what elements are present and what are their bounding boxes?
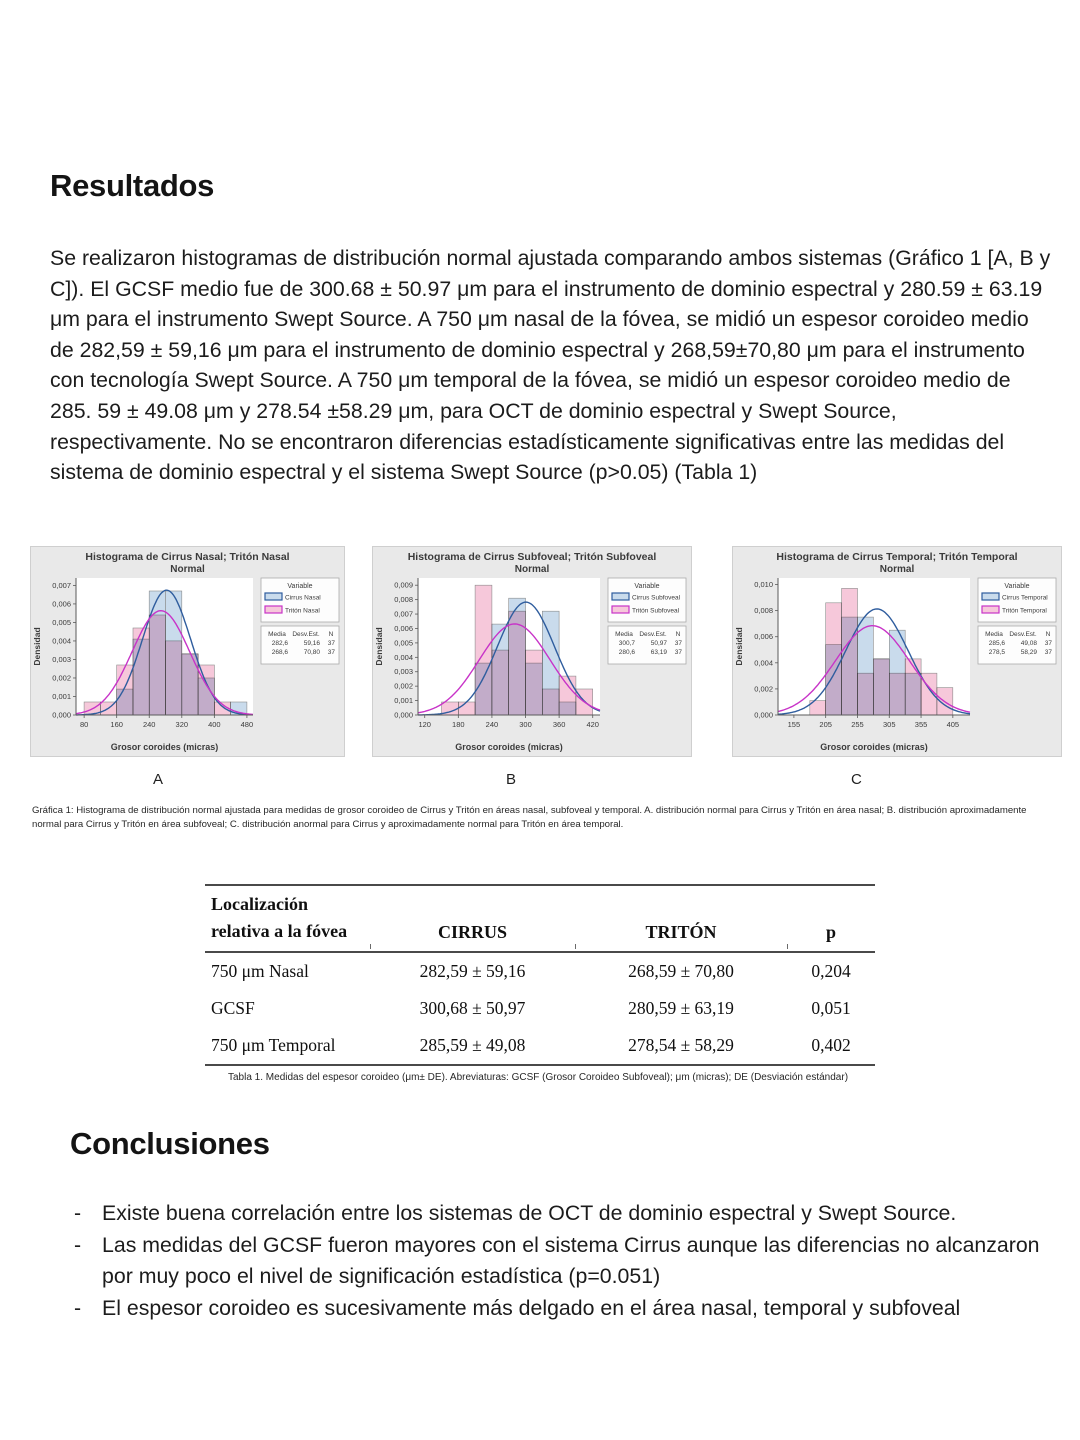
svg-text:240: 240 xyxy=(485,720,499,729)
svg-text:Cirrus Nasal: Cirrus Nasal xyxy=(285,594,321,602)
y-axis-label: Densidad xyxy=(374,627,384,666)
results-table xyxy=(205,884,875,1066)
figure-caption: Gráfica 1: Histograma de distribución normal ajustada para medidas de grosor coroideo de Cirrus y Tritón en áreas nasal, subfoveal y temporal. A. distribución normal para Cirrus y Tritón en área nasal; B. distribución aproximadamente normal para Cirrus y Tritón en área subfoveal; C. distribución anormal para Cirrus y aproximadamente normal para Tritón en área temporal. xyxy=(32,805,1027,830)
svg-text:50,97: 50,97 xyxy=(650,640,667,647)
x-axis-label: Grosor coroides (micras) xyxy=(820,742,928,752)
table-cell: 0,402 xyxy=(811,1035,851,1055)
svg-text:0,002: 0,002 xyxy=(754,684,773,694)
svg-text:0,007: 0,007 xyxy=(394,609,413,619)
chart-subtitle: Normal xyxy=(879,564,915,575)
svg-text:37: 37 xyxy=(674,640,682,647)
svg-text:0,005: 0,005 xyxy=(52,617,71,627)
table-header-location-line2: relativa a la fóvea xyxy=(211,921,348,941)
table-cell: 0,051 xyxy=(811,998,851,1018)
svg-text:Desv.Est.: Desv.Est. xyxy=(292,631,320,638)
svg-text:360: 360 xyxy=(552,720,566,729)
histogram-chart-temporal xyxy=(732,546,1062,757)
histogram-chart-subfoveal xyxy=(372,546,692,757)
table-cell: GCSF xyxy=(211,998,255,1018)
svg-text:Media: Media xyxy=(985,631,1003,638)
table-cell: 278,54 ± 58,29 xyxy=(628,1035,734,1055)
svg-text:0,009: 0,009 xyxy=(394,580,413,590)
conclusion-item: - Las medidas del GCSF fueron mayores con el sistema Cirrus aunque las diferencias no alcanzaron por muy poco el nivel de significación estadística (p=0.051) xyxy=(72,1230,1040,1293)
conclusions-heading: Conclusiones xyxy=(70,1126,270,1161)
results-paragraph: Se realizaron histogramas de distribución normal ajustada comparando ambos sistemas (Gráfico 1 [A, B y C]). El GCSF medio fue de 300.68 ± 50.97 μm para el instrumento de dominio espectral y 280.59 ± 63.19 μm para el instrumento Swept Source. A 750 μm nasal de la fóvea, se midió un espesor coroideo medio de 282,59 ± 59,16 μm para el instrumento de dominio espectral y 268,59±70,80 μm para el instrumento con tecnología Swept Source. A 750 μm temporal de la fóvea, se midió un espesor coroideo medio de 285. 59 ± 49.08 μm y 278.54 ±58.29 μm, para OCT de dominio espectral y Swept Source, respectivamente. No se encontraron diferencias estadísticamente significativas entre las medidas del sistema de dominio espectral y el sistema Swept Source (p>0.05) (Tabla 1) xyxy=(50,246,1051,485)
x-axis-label: Grosor coroides (micras) xyxy=(110,742,219,752)
svg-text:Variable: Variable xyxy=(634,583,660,590)
figure-label-b: B xyxy=(506,771,517,788)
conclusion-item: - Existe buena correlación entre los sistemas de OCT de dominio espectral y Swept Source. xyxy=(72,1198,1040,1230)
table-row xyxy=(205,990,875,1027)
svg-text:282,6: 282,6 xyxy=(271,640,288,647)
svg-text:300: 300 xyxy=(519,720,532,729)
table-cell: 300,68 ± 50,97 xyxy=(419,998,526,1018)
chart-svg xyxy=(372,546,692,757)
svg-text:58,29: 58,29 xyxy=(1020,649,1037,656)
chart-svg xyxy=(732,546,1062,757)
svg-text:Variable: Variable xyxy=(287,583,313,590)
chart-title: Histograma de Cirrus Nasal; Tritón Nasal xyxy=(85,551,290,563)
svg-text:205: 205 xyxy=(819,720,832,729)
svg-text:240: 240 xyxy=(142,720,156,729)
conclusion-item: - El espesor coroideo es sucesivamente más delgado en el área nasal, temporal y subfoveal xyxy=(72,1293,1040,1325)
svg-text:Media: Media xyxy=(615,631,633,638)
svg-text:0,004: 0,004 xyxy=(394,652,413,662)
svg-text:0,006: 0,006 xyxy=(52,599,71,609)
svg-text:Variable: Variable xyxy=(1004,583,1030,590)
svg-text:180: 180 xyxy=(452,720,465,729)
svg-text:285,6: 285,6 xyxy=(988,640,1005,647)
svg-text:49,08: 49,08 xyxy=(1020,640,1037,647)
svg-text:Desv.Est.: Desv.Est. xyxy=(1009,631,1037,638)
svg-text:0,006: 0,006 xyxy=(394,623,413,633)
svg-text:0,004: 0,004 xyxy=(754,658,773,668)
table-header-triton: TRITÓN xyxy=(645,922,717,942)
chart-subtitle: Normal xyxy=(170,564,205,575)
table-header-cirrus: CIRRUS xyxy=(437,922,507,942)
table-column-divider-tick xyxy=(370,944,371,949)
svg-text:280,6: 280,6 xyxy=(618,649,635,656)
svg-text:Tritón Nasal: Tritón Nasal xyxy=(285,607,320,615)
svg-text:80: 80 xyxy=(79,720,89,729)
svg-text:0,000: 0,000 xyxy=(754,710,773,720)
svg-text:Tritón Subfoveal: Tritón Subfoveal xyxy=(632,607,680,615)
svg-text:0,008: 0,008 xyxy=(754,606,773,616)
table-column-divider-tick xyxy=(787,944,788,949)
svg-text:0,002: 0,002 xyxy=(394,681,413,691)
svg-text:305: 305 xyxy=(883,720,896,729)
table-cell: 285,59 ± 49,08 xyxy=(419,1035,526,1055)
svg-text:0,003: 0,003 xyxy=(52,654,71,664)
svg-text:155: 155 xyxy=(787,720,801,729)
x-axis-label: Grosor coroides (micras) xyxy=(455,742,563,752)
svg-text:N: N xyxy=(1045,631,1051,638)
svg-text:320: 320 xyxy=(175,720,189,729)
table-cell: 750 μm Nasal xyxy=(211,961,309,981)
table-header-row xyxy=(205,886,875,953)
svg-text:0,001: 0,001 xyxy=(394,696,413,706)
table-header-location xyxy=(205,891,370,945)
svg-text:0,000: 0,000 xyxy=(52,710,71,720)
svg-text:0,001: 0,001 xyxy=(52,691,71,701)
svg-text:120: 120 xyxy=(418,720,431,729)
chart-legend xyxy=(978,578,1056,664)
svg-text:37: 37 xyxy=(674,649,682,656)
table-cell: 0,204 xyxy=(811,961,851,981)
svg-text:37: 37 xyxy=(327,640,335,647)
svg-text:Media: Media xyxy=(268,631,286,638)
histogram-chart-nasal xyxy=(30,546,345,757)
chart-legend xyxy=(608,578,686,664)
svg-text:59,16: 59,16 xyxy=(303,640,320,647)
svg-text:N: N xyxy=(675,631,681,638)
svg-text:37: 37 xyxy=(1044,640,1052,647)
chart-svg xyxy=(30,546,345,757)
svg-text:0,003: 0,003 xyxy=(394,667,413,677)
svg-text:278,5: 278,5 xyxy=(988,649,1005,656)
svg-text:0,000: 0,000 xyxy=(394,710,413,720)
table-caption: Tabla 1. Medidas del espesor coroideo (μm± DE). Abreviaturas: GCSF (Grosor Coroideo Subfoveal); μm (micras); DE (Desviación estándar) xyxy=(228,1072,849,1083)
chart-legend xyxy=(261,578,339,664)
table-cell: 282,59 ± 59,16 xyxy=(419,961,526,981)
svg-text:0,010: 0,010 xyxy=(754,580,773,590)
svg-text:355: 355 xyxy=(914,720,928,729)
svg-text:0,008: 0,008 xyxy=(394,595,413,605)
svg-text:405: 405 xyxy=(946,720,960,729)
svg-text:0,005: 0,005 xyxy=(394,638,413,648)
table-header-p: p xyxy=(825,922,836,942)
svg-text:N: N xyxy=(328,631,334,638)
table-header-location-line1: Localización xyxy=(211,894,308,914)
svg-text:0,002: 0,002 xyxy=(52,673,71,683)
table-row xyxy=(205,953,875,990)
y-axis-label: Densidad xyxy=(734,627,744,666)
svg-text:Desv.Est.: Desv.Est. xyxy=(639,631,667,638)
table-cell: 280,59 ± 63,19 xyxy=(628,998,734,1018)
svg-text:255: 255 xyxy=(851,720,864,729)
table-body xyxy=(205,953,875,1064)
svg-text:Cirrus Subfoveal: Cirrus Subfoveal xyxy=(632,594,681,602)
svg-text:160: 160 xyxy=(110,720,123,729)
svg-text:268,6: 268,6 xyxy=(271,649,288,656)
table-column-divider-tick xyxy=(575,944,576,949)
svg-text:37: 37 xyxy=(1044,649,1052,656)
svg-text:63,19: 63,19 xyxy=(650,649,667,656)
chart-subtitle: Normal xyxy=(514,564,550,575)
svg-text:0,004: 0,004 xyxy=(52,636,71,646)
figure-label-a: A xyxy=(153,771,164,788)
table-cell: 268,59 ± 70,80 xyxy=(628,961,734,981)
y-axis-label: Densidad xyxy=(32,627,42,666)
chart-title: Histograma de Cirrus Subfoveal; Tritón Subfoveal xyxy=(407,551,657,563)
svg-text:Tritón Temporal: Tritón Temporal xyxy=(1002,607,1047,615)
table-cell: 750 μm Temporal xyxy=(211,1035,336,1055)
chart-title: Histograma de Cirrus Temporal; Tritón Temporal xyxy=(776,551,1018,563)
svg-text:Cirrus Temporal: Cirrus Temporal xyxy=(1002,594,1048,602)
svg-text:480: 480 xyxy=(240,720,254,729)
conclusions-list xyxy=(72,1198,1040,1324)
figure-label-c: C xyxy=(851,771,862,788)
svg-text:300,7: 300,7 xyxy=(618,640,635,647)
svg-text:400: 400 xyxy=(208,720,221,729)
svg-text:420: 420 xyxy=(586,720,599,729)
svg-text:37: 37 xyxy=(327,649,335,656)
table-row xyxy=(205,1027,875,1064)
svg-text:70,80: 70,80 xyxy=(303,649,320,656)
svg-text:0,006: 0,006 xyxy=(754,632,773,642)
svg-text:0,007: 0,007 xyxy=(52,580,71,590)
results-heading: Resultados xyxy=(50,168,215,203)
